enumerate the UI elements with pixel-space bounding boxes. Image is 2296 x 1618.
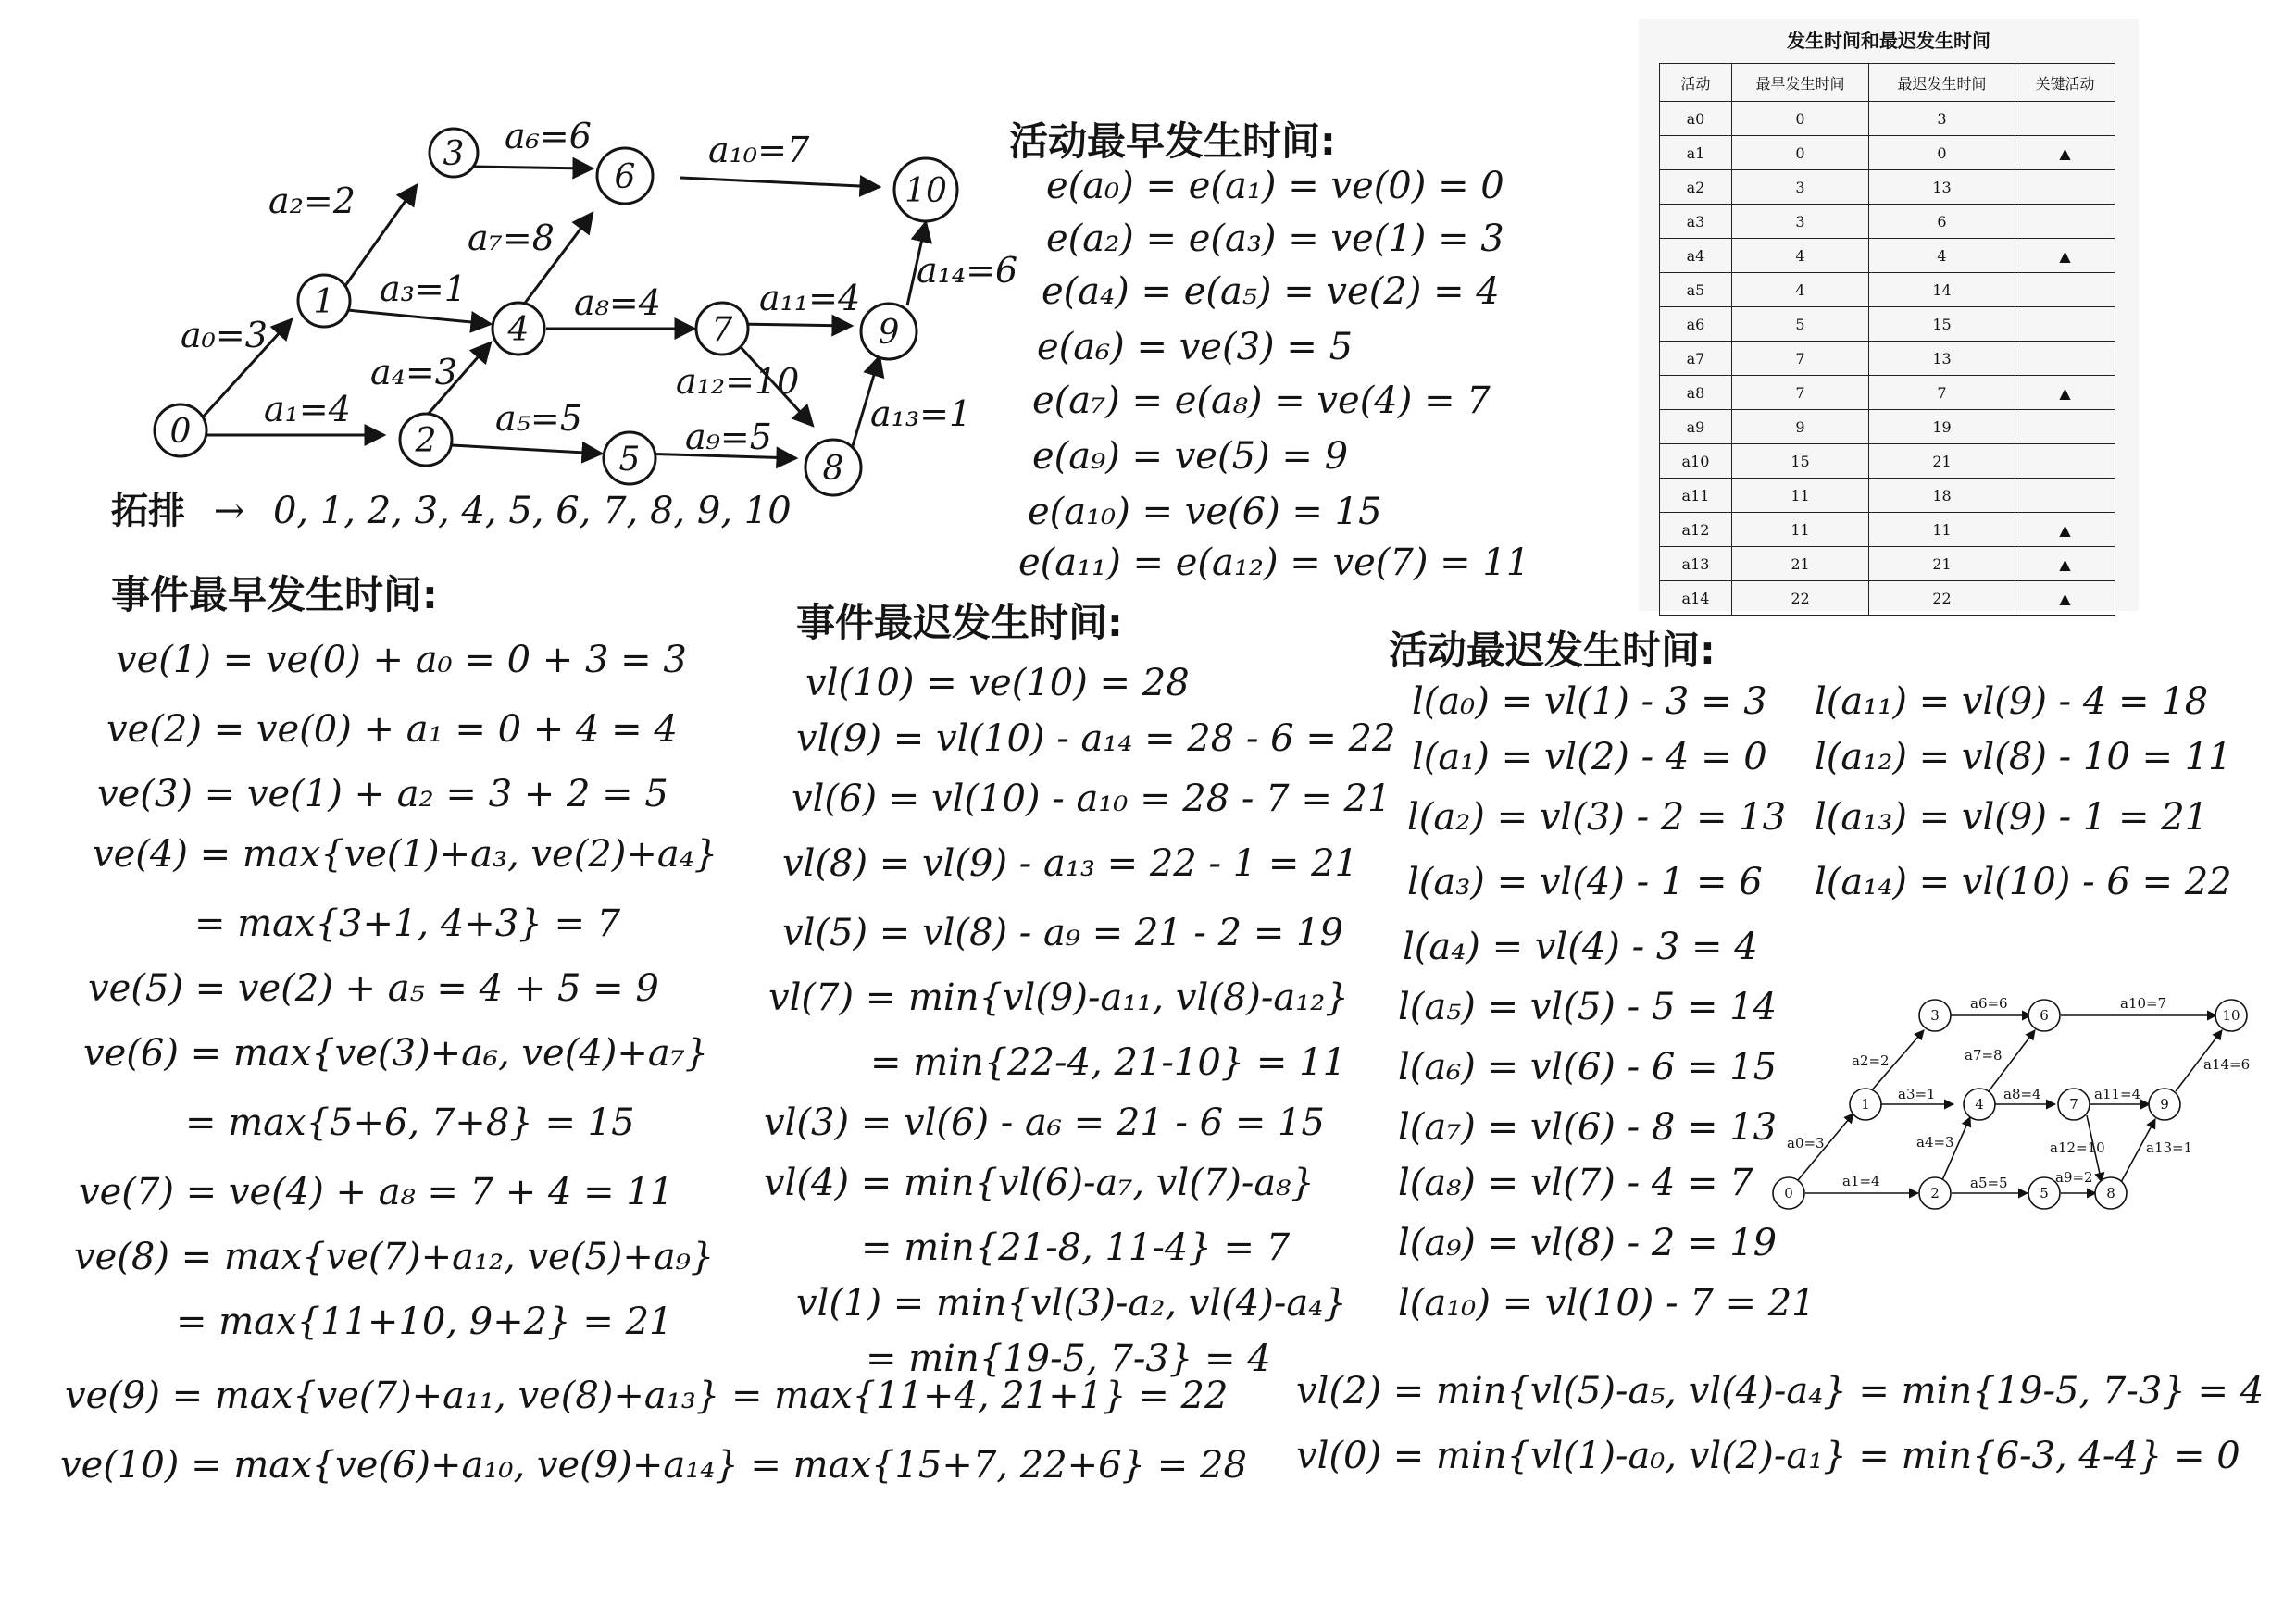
activity-earliest-line-0: e(a₀) = e(a₁) = ve(0) = 0: [1046, 165, 1504, 207]
table-cell: 14: [1869, 273, 2015, 307]
hand-node-7: 7: [711, 311, 733, 349]
hand-edge-a0: a₀=3: [181, 315, 268, 355]
event-earliest-line-5: ve(5) = ve(2) + a₅ = 4 + 5 = 9: [88, 967, 659, 1010]
activity-latest-c1-4: l(a₄) = vl(4) - 3 = 4: [1403, 926, 1758, 968]
table-cell: a9: [1660, 410, 1732, 444]
table-cell: 7: [1732, 342, 1869, 376]
print-edge-a0: a0=3: [1787, 1135, 1825, 1151]
table-cell: a5: [1660, 273, 1732, 307]
print-edge-a5: a5=5: [1970, 1175, 2008, 1191]
print-node-4: 4: [1975, 1096, 1984, 1113]
hand-node-9: 9: [878, 314, 900, 352]
print-node-5: 5: [2040, 1185, 2049, 1201]
table-cell: [2015, 342, 2115, 376]
event-latest-line-3: vl(8) = vl(9) - a₁₃ = 22 - 1 = 21: [782, 842, 1358, 885]
activity-earliest-line-6: e(a₁₀) = ve(6) = 15: [1028, 491, 1382, 533]
event-time-table: [1659, 63, 2115, 616]
activity-latest-c1-9: l(a₉) = vl(8) - 2 = 19: [1398, 1222, 1778, 1264]
print-node-0: 0: [1784, 1185, 1793, 1201]
event-latest-line-1: vl(9) = vl(10) - a₁₄ = 28 - 6 = 22: [796, 717, 1396, 760]
print-node-9: 9: [2160, 1096, 2169, 1113]
table-cell: 0: [1732, 102, 1869, 136]
print-edge-a3: a3=1: [1898, 1086, 1936, 1102]
table-header-latest: 最迟发生时间: [1869, 64, 2015, 102]
table-cell: 15: [1732, 444, 1869, 479]
hand-edge-a12: a₁₂=10: [676, 361, 800, 402]
table-row: [1660, 444, 2115, 479]
table-cell: a4: [1660, 239, 1732, 273]
table-row: [1660, 136, 2115, 170]
event-latest-line-8: vl(4) = min{vl(6)-a₇, vl(7)-a₈}: [764, 1162, 1315, 1204]
table-cell: 21: [1869, 547, 2015, 581]
print-edge-a13: a13=1: [2146, 1139, 2193, 1156]
event-earliest-line-6: ve(6) = max{ve(3)+a₆, ve(4)+a₇}: [83, 1032, 709, 1075]
event-latest-heading: 事件最迟发生时间:: [796, 600, 1123, 645]
event-latest-line-9: = min{21-8, 11-4} = 7: [861, 1226, 1291, 1269]
activity-latest-c2-0: l(a₁₁) = vl(9) - 4 = 18: [1815, 680, 2209, 723]
print-edge-a8: a8=4: [2003, 1086, 2041, 1102]
table-cell: 15: [1869, 307, 2015, 342]
event-latest-line-2: vl(6) = vl(10) - a₁₀ = 28 - 7 = 21: [792, 778, 1391, 820]
event-earliest-line-0: ve(1) = ve(0) + a₀ = 0 + 3 = 3: [116, 639, 687, 681]
table-cell: 0: [1732, 136, 1869, 170]
event-latest-line-5: vl(7) = min{vl(9)-a₁₁, vl(8)-a₁₂}: [768, 977, 1349, 1019]
table-row: [1660, 410, 2115, 444]
activity-earliest-line-3: e(a₆) = ve(3) = 5: [1037, 326, 1354, 368]
table-cell: 3: [1732, 205, 1869, 239]
table-cell: 7: [1732, 376, 1869, 410]
table-cell: ▲: [2015, 136, 2115, 170]
table-cell: [2015, 273, 2115, 307]
table-cell: [2015, 102, 2115, 136]
table-title: 发生时间和最迟发生时间: [1787, 30, 1990, 52]
table-cell: a3: [1660, 205, 1732, 239]
table-row: [1660, 547, 2115, 581]
event-earliest-line-2: ve(3) = ve(1) + a₂ = 3 + 2 = 5: [97, 773, 668, 815]
table-cell: 5: [1732, 307, 1869, 342]
hand-edge-a2: a₂=2: [268, 180, 356, 221]
table-cell: [2015, 307, 2115, 342]
table-cell: 9: [1732, 410, 1869, 444]
table-row: [1660, 581, 2115, 616]
print-edge-a10: a10=7: [2120, 995, 2167, 1012]
print-edge-a4: a4=3: [1916, 1134, 1954, 1151]
activity-earliest-heading: 活动最早发生时间:: [1009, 118, 1336, 164]
activity-latest-c1-1: l(a₁) = vl(2) - 4 = 0: [1412, 736, 1767, 778]
hand-node-2: 2: [415, 422, 437, 460]
printed-network-graph: [1768, 977, 2287, 1236]
hand-node-1: 1: [313, 283, 335, 321]
activity-latest-c2-3: l(a₁₄) = vl(10) - 6 = 22: [1815, 861, 2232, 903]
table-cell: 21: [1869, 444, 2015, 479]
table-cell: a11: [1660, 479, 1732, 513]
activity-earliest-line-2: e(a₄) = e(a₅) = ve(2) = 4: [1042, 270, 1500, 313]
activity-latest-c1-0: l(a₀) = vl(1) - 3 = 3: [1412, 680, 1767, 723]
table-cell: [2015, 479, 2115, 513]
activity-latest-c1-8: l(a₈) = vl(7) - 4 = 7: [1398, 1162, 1753, 1204]
table-cell: 11: [1732, 513, 1869, 547]
table-cell: ▲: [2015, 513, 2115, 547]
event-earliest-line-9: ve(8) = max{ve(7)+a₁₂, ve(5)+a₉}: [74, 1236, 715, 1278]
table-row: [1660, 342, 2115, 376]
topo-order-line: [111, 481, 792, 534]
topo-arrow: →: [213, 490, 245, 532]
activity-latest-heading: 活动最迟发生时间:: [1389, 628, 1716, 673]
hand-edge-a6: a₆=6: [505, 116, 592, 156]
event-earliest-line-7: = max{5+6, 7+8} = 15: [185, 1101, 635, 1144]
table-cell: 11: [1869, 513, 2015, 547]
hand-edge-a1: a₁=4: [264, 389, 351, 429]
table-cell: 19: [1869, 410, 2015, 444]
hand-edge-a10: a₁₀=7: [708, 130, 810, 170]
table-cell: ▲: [2015, 547, 2115, 581]
activity-latest-c2-1: l(a₁₂) = vl(8) - 10 = 11: [1815, 736, 2232, 778]
table-cell: a8: [1660, 376, 1732, 410]
print-edge-a14: a14=6: [2203, 1056, 2251, 1073]
table-header-row: [1660, 64, 2115, 102]
table-cell: [2015, 444, 2115, 479]
activity-earliest-line-5: e(a₉) = ve(5) = 9: [1032, 435, 1349, 478]
table-cell: 11: [1732, 479, 1869, 513]
activity-latest-c1-6: l(a₆) = vl(6) - 6 = 15: [1398, 1046, 1778, 1089]
print-edge-a12: a12=10: [2050, 1139, 2105, 1156]
print-node-1: 1: [1861, 1096, 1870, 1113]
table-cell: a6: [1660, 307, 1732, 342]
event-earliest-line-12: ve(10) = max{ve(6)+a₁₀, ve(9)+a₁₄} = max{15+7, 22+6} = 28: [60, 1444, 1247, 1487]
table-cell: 4: [1732, 239, 1869, 273]
activity-earliest-line-1: e(a₂) = e(a₃) = ve(1) = 3: [1046, 218, 1504, 260]
event-earliest-line-4: = max{3+1, 4+3} = 7: [194, 902, 621, 945]
topo-order: 0, 1, 2, 3, 4, 5, 6, 7, 8, 9, 10: [272, 490, 792, 532]
hand-edge-a4: a₄=3: [370, 352, 457, 392]
table-cell: a1: [1660, 136, 1732, 170]
table-row: [1660, 376, 2115, 410]
print-node-3: 3: [1930, 1007, 1940, 1024]
table-cell: 22: [1869, 581, 2015, 616]
table-cell: 6: [1869, 205, 2015, 239]
print-node-6: 6: [2040, 1007, 2049, 1024]
table-cell: 0: [1869, 136, 2015, 170]
print-node-8: 8: [2106, 1185, 2115, 1201]
print-edge-a2: a2=2: [1852, 1052, 1890, 1069]
activity-earliest-line-7: e(a₁₁) = e(a₁₂) = ve(7) = 11: [1018, 541, 1530, 584]
table-cell: a13: [1660, 547, 1732, 581]
topo-label: 拓排: [111, 490, 185, 532]
table-row: [1660, 205, 2115, 239]
event-earliest-heading: 事件最早发生时间:: [111, 572, 438, 617]
hand-node-5: 5: [618, 441, 641, 479]
hand-node-4: 4: [507, 311, 530, 349]
table-cell: a0: [1660, 102, 1732, 136]
table-row: [1660, 513, 2115, 547]
table-cell: 18: [1869, 479, 2015, 513]
table-cell: ▲: [2015, 581, 2115, 616]
table-row: [1660, 102, 2115, 136]
table-row: [1660, 479, 2115, 513]
hand-edge-a14: a₁₄=6: [917, 250, 1018, 291]
activity-latest-c1-2: l(a₂) = vl(3) - 2 = 13: [1407, 796, 1787, 839]
hand-node-0: 0: [169, 413, 192, 451]
hand-node-8: 8: [822, 450, 844, 488]
table-cell: 22: [1732, 581, 1869, 616]
table-row: [1660, 239, 2115, 273]
hand-node-6: 6: [614, 158, 636, 196]
print-edge-a1: a1=4: [1842, 1173, 1880, 1189]
hand-node-3: 3: [443, 135, 465, 173]
print-edge-a6: a6=6: [1970, 995, 2008, 1012]
event-latest-extra-1: vl(0) = min{vl(1)-a₀, vl(2)-a₁} = min{6-3, 4-4} = 0: [1296, 1435, 2240, 1477]
table-cell: a2: [1660, 170, 1732, 205]
hand-edge-a13: a₁₃=1: [870, 393, 972, 434]
table-cell: 3: [1732, 170, 1869, 205]
table-cell: a10: [1660, 444, 1732, 479]
table-cell: a12: [1660, 513, 1732, 547]
event-latest-extra-0: vl(2) = min{vl(5)-a₅, vl(4)-a₄} = min{19-5, 7-3} = 4: [1296, 1370, 2265, 1413]
print-edge-a9: a9=2: [2055, 1169, 2093, 1186]
activity-earliest-line-4: e(a₇) = e(a₈) = ve(4) = 7: [1032, 380, 1491, 422]
table-cell: 3: [1869, 102, 2015, 136]
table-row: [1660, 170, 2115, 205]
event-earliest-line-11: ve(9) = max{ve(7)+a₁₁, ve(8)+a₁₃} = max{11+4, 21+1} = 22: [65, 1375, 1229, 1417]
table-cell: 4: [1869, 239, 2015, 273]
hand-edge-a7: a₇=8: [468, 218, 555, 258]
hand-edge-a8: a₈=4: [574, 282, 661, 323]
event-latest-line-6: = min{22-4, 21-10} = 11: [870, 1041, 1347, 1084]
print-node-7: 7: [2069, 1096, 2078, 1113]
activity-latest-c1-7: l(a₇) = vl(6) - 8 = 13: [1398, 1106, 1778, 1149]
event-latest-line-7: vl(3) = vl(6) - a₆ = 21 - 6 = 15: [764, 1101, 1325, 1144]
table-cell: 13: [1869, 342, 2015, 376]
table-header-activity: 活动: [1660, 64, 1732, 102]
activity-latest-c1-3: l(a₃) = vl(4) - 1 = 6: [1407, 861, 1763, 903]
activity-latest-c1-10: l(a₁₀) = vl(10) - 7 = 21: [1398, 1282, 1816, 1325]
event-earliest-line-8: ve(7) = ve(4) + a₈ = 7 + 4 = 11: [79, 1171, 674, 1214]
activity-latest-c1-5: l(a₅) = vl(5) - 5 = 14: [1398, 986, 1778, 1028]
table-cell: [2015, 410, 2115, 444]
table-row: [1660, 273, 2115, 307]
print-edge-a11: a11=4: [2094, 1086, 2141, 1102]
activity-latest-c2-2: l(a₁₃) = vl(9) - 1 = 21: [1815, 796, 2209, 839]
table-header-earliest: 最早发生时间: [1732, 64, 1869, 102]
table-cell: a7: [1660, 342, 1732, 376]
table-cell: 4: [1732, 273, 1869, 307]
table-cell: a14: [1660, 581, 1732, 616]
hand-edge-a9: a₉=5: [685, 417, 772, 457]
event-latest-line-4: vl(5) = vl(8) - a₉ = 21 - 2 = 19: [782, 912, 1343, 954]
table-row: [1660, 307, 2115, 342]
event-earliest-line-1: ve(2) = ve(0) + a₁ = 0 + 4 = 4: [106, 708, 678, 751]
event-time-table-panel: [1639, 19, 2139, 611]
print-edge-a7: a7=8: [1965, 1047, 2003, 1064]
table-cell: 7: [1869, 376, 2015, 410]
hand-node-10: 10: [905, 172, 947, 210]
print-node-10: 10: [2222, 1007, 2240, 1024]
table-cell: [2015, 170, 2115, 205]
table-cell: [2015, 205, 2115, 239]
hand-edge-a5: a₅=5: [495, 398, 582, 439]
table-cell: ▲: [2015, 376, 2115, 410]
event-earliest-line-3: ve(4) = max{ve(1)+a₃, ve(2)+a₄}: [93, 833, 718, 876]
hand-edge-a3: a₃=1: [380, 268, 467, 309]
table-cell: ▲: [2015, 239, 2115, 273]
print-node-2: 2: [1930, 1185, 1940, 1201]
hand-edge-a11: a₁₁=4: [759, 278, 861, 318]
event-earliest-line-10: = max{11+10, 9+2} = 21: [176, 1301, 673, 1343]
table-cell: 13: [1869, 170, 2015, 205]
event-latest-line-11: = min{19-5, 7-3} = 4: [866, 1338, 1271, 1380]
table-cell: 21: [1732, 547, 1869, 581]
event-latest-line-10: vl(1) = min{vl(3)-a₂, vl(4)-a₄}: [796, 1282, 1347, 1325]
event-latest-line-0: vl(10) = ve(10) = 28: [805, 662, 1190, 704]
table-header-critical: 关键活动: [2015, 64, 2115, 102]
